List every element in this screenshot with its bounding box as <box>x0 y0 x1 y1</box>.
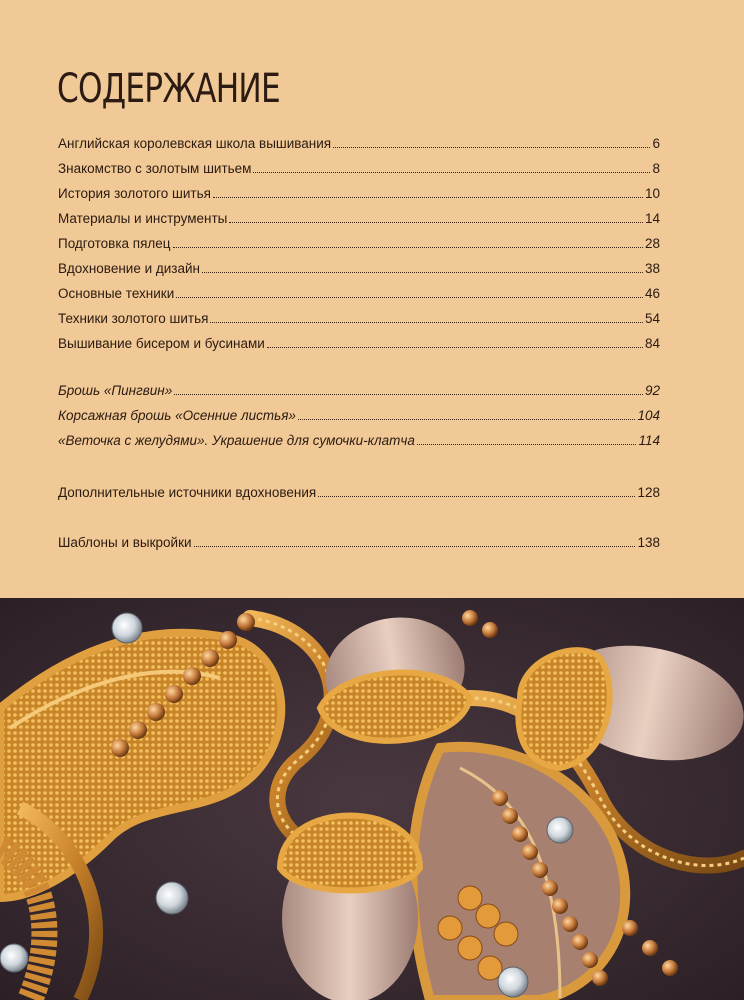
toc-entry-page: 114 <box>638 433 660 448</box>
toc-dot-leader <box>213 196 643 198</box>
toc-entry-page: 6 <box>652 136 660 151</box>
toc-entry-label: Знакомство с золотым шитьем <box>58 161 252 176</box>
page-title: СОДЕРЖАНИЕ <box>57 66 280 112</box>
toc-entry-page: 84 <box>644 336 660 351</box>
toc-entry[interactable] <box>58 480 660 505</box>
toc-entry-label: История золотого шитья <box>58 186 211 201</box>
toc-entry-page: 138 <box>637 535 660 550</box>
toc-entry[interactable] <box>58 281 660 306</box>
toc-entry-label: «Веточка с желудями». Украшение для сумочки-клатча <box>58 433 415 448</box>
toc-entry-page: 54 <box>644 311 660 326</box>
toc-entry-label: Дополнительные источники вдохновения <box>58 485 317 500</box>
goldwork-embroidery-photo <box>0 598 744 1000</box>
toc-entry-label: Техники золотого шитья <box>58 311 209 326</box>
toc-dot-leader <box>194 545 636 547</box>
toc-dot-leader <box>253 171 650 173</box>
toc-projects-list <box>58 378 660 453</box>
toc-entry-page: 104 <box>637 408 660 423</box>
toc-extra-list <box>58 480 660 505</box>
toc-entry[interactable] <box>58 306 660 331</box>
toc-entry-page: 28 <box>644 236 660 251</box>
toc-entry-label: Вышивание бисером и бусинами <box>58 336 265 351</box>
toc-entry-page: 8 <box>652 161 660 176</box>
toc-entry-page: 128 <box>637 485 660 500</box>
toc-dot-leader <box>210 321 643 323</box>
toc-entry-label: Шаблоны и выкройки <box>58 535 192 550</box>
toc-templates-list <box>58 530 660 555</box>
toc-entry[interactable] <box>58 530 660 555</box>
toc-entry-page: 10 <box>644 186 660 201</box>
toc-entry-label: Вдохновение и дизайн <box>58 261 200 276</box>
toc-entry[interactable] <box>58 206 660 231</box>
toc-entry-label: Подготовка пялец <box>58 236 171 251</box>
toc-entry-label: Английская королевская школа вышивания <box>58 136 332 151</box>
toc-entry-page: 14 <box>644 211 660 226</box>
toc-dot-leader <box>174 393 643 395</box>
toc-dot-leader <box>202 271 643 273</box>
toc-dot-leader <box>173 246 643 248</box>
toc-entry-label: Брошь «Пингвин» <box>58 383 173 398</box>
toc-dot-leader <box>417 443 637 445</box>
toc-entry-page: 46 <box>644 286 660 301</box>
toc-entry[interactable] <box>58 131 660 156</box>
embroidery-illustration <box>0 598 744 1000</box>
toc-entry-page: 38 <box>644 261 660 276</box>
toc-entry[interactable] <box>58 403 660 428</box>
toc-entry[interactable] <box>58 256 660 281</box>
toc-entry-label: Корсажная брошь «Осенние листья» <box>58 408 296 423</box>
toc-dot-leader <box>267 346 643 348</box>
toc-dot-leader <box>176 296 643 298</box>
toc-entry[interactable] <box>58 331 660 356</box>
toc-entry[interactable] <box>58 156 660 181</box>
toc-entry[interactable] <box>58 181 660 206</box>
toc-main-list <box>58 131 660 356</box>
toc-entry[interactable] <box>58 378 660 403</box>
toc-dot-leader <box>229 221 643 223</box>
toc-entry-label: Материалы и инструменты <box>58 211 228 226</box>
toc-entry-label: Основные техники <box>58 286 175 301</box>
toc-entry-page: 92 <box>644 383 660 398</box>
toc-dot-leader <box>333 146 650 148</box>
toc-entry[interactable] <box>58 428 660 453</box>
toc-dot-leader <box>298 418 636 420</box>
toc-dot-leader <box>318 495 635 497</box>
toc-entry[interactable] <box>58 231 660 256</box>
